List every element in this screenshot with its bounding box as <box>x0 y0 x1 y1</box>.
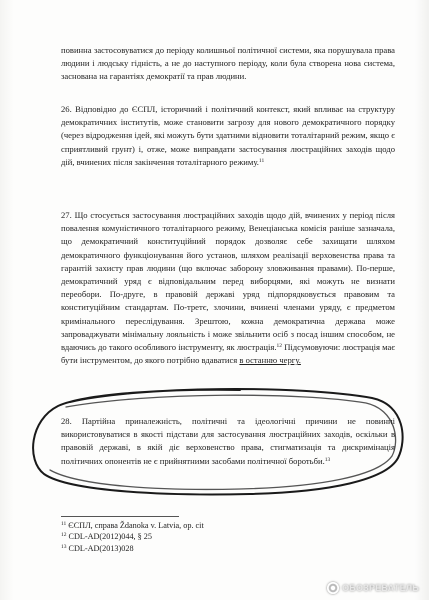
paragraph-text: 27. Що стосується застосування люстраційних заходів щодо дій, вчинених у період після повалення комуністичного тоталітарного режиму, Венеціанська комісія раніше зазначала, що демократичний конституційний порядок дозволяє себе захищати шляхом демократичного функціонування його установ, шляхом реалізації верховенства права та гарантій захисту прав людини (що включає заборону зловживання правами). По-перше, демократичний уряд є відповідальним перед виборцями, які можуть не визнати переобори. По-друге, в правовій державі уряд підпорядковується правовим та конституційним стандартам. По-третє, злочини, вчинені членами уряду, є предметом кримінального переслідування. Зрештою, кожна демократична держава може запроваджувати мінімальну лояльність і може звільнити осіб з посад іншим способом, не вдаючись до такого особливого інструменту, як люстрація. <box>61 210 395 353</box>
footnote-ref[interactable]: 13 <box>324 456 331 463</box>
paragraph-27 <box>61 209 395 367</box>
footnote-number: 11 <box>61 521 67 527</box>
footnote-ref[interactable]: 11 <box>258 157 265 164</box>
eye-logo-icon <box>327 582 339 594</box>
watermark-text: ОБОЗРЕВАТЕЛЬ <box>342 583 419 593</box>
footnote-text: CDL-AD(2013)028 <box>68 543 134 553</box>
footnote-number: 13 <box>61 543 67 550</box>
footnote-item <box>61 520 361 531</box>
footnotes <box>61 520 361 554</box>
footnote-divider <box>61 516 179 517</box>
footnote-item <box>61 531 361 542</box>
paragraph-text: повинна застосовуватися до періоду колишньої політичної системи, яка порушувала права людини і людську гідність, а не до наступного періоду, коли була створена нова система, заснована на гарантіях демократії та прав людини. <box>61 45 395 82</box>
paragraph-text: 26. Відповідно до ЄСПЛ, історичний і політичний контекст, який впливає на структуру демократичних інститутів, може становити загрозу для нового демократичного порядку (через відродження ідей, які можуть бути здатними відновити тоталітарний режим, якщо є сприятливий грунт) і, отже, може виправдати застосування люстраційних заходів щодо дій, вчинених після закінчення тоталітарного режиму. <box>61 104 395 167</box>
watermark <box>327 582 419 594</box>
footnote-number: 12 <box>61 532 67 539</box>
footnote-ref[interactable]: 12 <box>276 343 282 350</box>
footnote-text: CDL-AD(2012)044, § 25 <box>68 532 152 542</box>
paragraph-26 <box>61 103 395 169</box>
paragraph-continuation <box>61 44 395 84</box>
paragraph-28 <box>61 415 395 468</box>
paragraph-text-underlined: в останню чергу. <box>239 355 301 366</box>
paragraph-text: 28. Партійна приналежність, політичні та ідеологічні причини не повинні використовуватися в якості підстави для застосування люстраційних заходів, оскільки в правовій державі, в якій діє верховенство права, стигматизація та дискримінація політичних опонентів не є прийнятними засобами політичної боротьби. <box>61 416 395 466</box>
footnote-text: ЄСПЛ, справа Ždanoka v. Latvia, op. cit <box>68 521 204 530</box>
paragraph-text: Підсумовуючи: люстрація має бути інструментом, до якого потрібно вдаватися <box>61 342 396 366</box>
footnote-item <box>61 543 361 554</box>
